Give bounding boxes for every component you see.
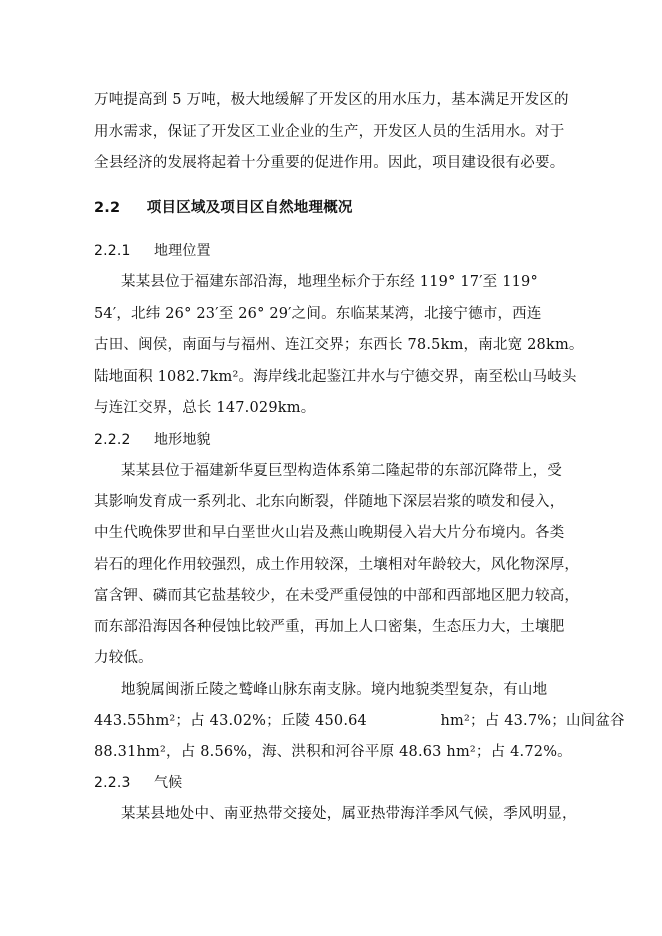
body-line: 88.31hm²，占 8.56%，海、洪积和河谷平原 48.63 hm²；占 4.72%。 <box>94 744 572 760</box>
subsection-title: 地理位置 <box>153 243 211 259</box>
body-line: 某某县地处中、南亚热带交接处，属亚热带海洋季风气候，季风明显， <box>121 806 577 822</box>
body-line: 力较低。 <box>94 650 153 666</box>
body-line: 某某县位于福建东部沿海，地理坐标介于东经 119° 17′至 119° <box>121 274 538 290</box>
section-title: 项目区域及项目区自然地理概况 <box>146 200 353 216</box>
body-line: 富含钾、磷而其它盐基较少，在未受严重侵蚀的中部和西部地区肥力较高， <box>94 588 580 604</box>
subsection-heading <box>94 773 182 793</box>
subsection-number: 2.2.3 <box>94 775 131 791</box>
subsection-title: 气候 <box>153 775 183 791</box>
body-line: 全县经济的发展将起着十分重要的促进作用。因此，项目建设很有必要。 <box>94 155 565 171</box>
body-line: 万吨提高到 5 万吨，极大地缓解了开发区的用水压力，基本满足开发区的 <box>94 92 569 108</box>
body-line: 陆地面积 1082.7km²。海岸线北起鉴江井水与宁德交界，南至松山马岐头 <box>94 369 577 385</box>
section-number: 2.2 <box>94 200 121 216</box>
body-line: 岩石的理化作用较强烈，成土作用较深，土壤相对年龄较大，风化物深厚， <box>94 557 580 573</box>
body-line: 其影响发育成一系列北、北东向断裂，伴随地下深层岩浆的喷发和侵入， <box>94 494 565 510</box>
body-line: 中生代晚侏罗世和早白垩世火山岩及燕山晚期侵入岩大片分布境内。各类 <box>94 525 565 541</box>
subsection-heading <box>94 430 211 450</box>
subsection-heading <box>94 241 211 261</box>
body-line: 某某县位于福建新华夏巨型构造体系第二隆起带的东部沉降带上，受 <box>121 463 562 479</box>
body-line: 地貌属闽浙丘陵之鹫峰山脉东南支脉。境内地貌类型复杂，有山地 <box>121 682 548 698</box>
body-line: 54′，北纬 26° 23′至 26° 29′之间。东临某某湾，北接宁德市，西连 <box>94 306 542 322</box>
body-line: 而东部沿海因各种侵蚀比较严重，再加上人口密集，生态压力大，土壤肥 <box>94 619 565 635</box>
subsection-number: 2.2.2 <box>94 432 131 448</box>
body-line: 用水需求，保证了开发区工业企业的生产，开发区人员的生活用水。对于 <box>94 124 565 140</box>
subsection-number: 2.2.1 <box>94 243 131 259</box>
body-line: 古田、闽侯，南面与与福州、连江交界；东西长 78.5km，南北宽 28km。 <box>94 337 584 353</box>
section-heading <box>94 198 353 218</box>
subsection-title: 地形地貌 <box>153 432 211 448</box>
body-line: 与连江交界，总长 147.029km。 <box>94 400 316 416</box>
body-line: 443.55hm²；占 43.02%；丘陵 450.64 hm²；占 43.7%；山间盆谷 <box>94 713 625 729</box>
